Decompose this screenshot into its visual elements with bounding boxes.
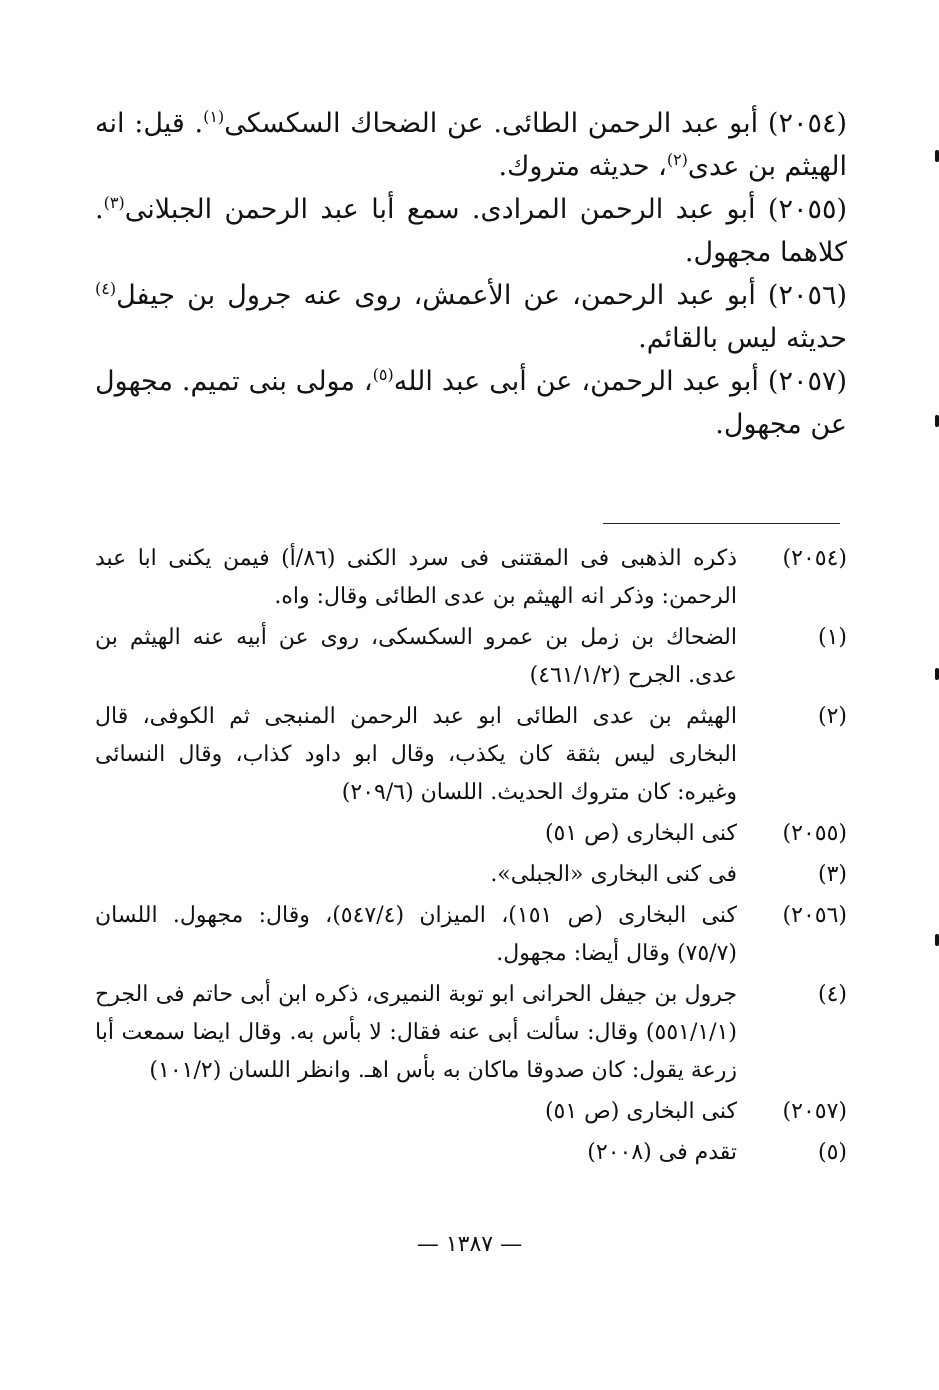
entry-text: أبو عبد الرحمن المرادى. سمع أبا عبد الرحمن الجبلانى xyxy=(124,194,768,225)
footnote-text: فى كنى البخارى «الجبلى». xyxy=(490,862,737,887)
footnote-text: تقدم فى (٢٠٠٨) xyxy=(587,1140,737,1165)
entry-number: (٢٠٥٧) xyxy=(767,366,847,397)
entry-text: حديثه ليس بالقائم. xyxy=(638,323,847,354)
entry-2055 xyxy=(95,188,847,274)
entry-text: أبو عبد الرحمن، عن أبى عبد الله xyxy=(393,366,768,397)
footnote-separator xyxy=(603,523,840,524)
footnote-text: الهيثم بن عدى الطائى ابو عبد الرحمن المنبجى ثم الكوفى، قال البخارى ليس بثقة كان يكذب، وقال ابو داود كذاب، وقال النسائى وغيره: كان متروك الحديث. اللسان (٢٠٩/٦) xyxy=(95,704,737,805)
footnote-number: (٢) xyxy=(817,704,847,729)
footnote-number: (١) xyxy=(817,625,847,650)
footnote-ref: (٣) xyxy=(103,193,125,212)
entry-text: أبو عبد الرحمن الطائى. عن الضحاك السكسكى xyxy=(224,108,768,139)
footnote-ref: (٤) xyxy=(95,279,117,298)
main-text xyxy=(95,102,847,446)
footnote-text: كنى البخارى (ص ١٥١)، الميزان (٥٤٧/٤)، وقال: مجهول. اللسان (٧٥/٧) وقال أيضا: مجهول. xyxy=(95,903,737,966)
footnote-text: كنى البخارى (ص ٥١) xyxy=(544,821,737,846)
entry-number: (٢٠٥٥) xyxy=(767,194,847,225)
footnote xyxy=(95,976,847,1090)
entry-text: ، حديثه متروك. xyxy=(498,151,667,182)
footnote xyxy=(95,1093,847,1131)
footnote-number: (٥) xyxy=(817,1140,847,1165)
footnote-ref: (١) xyxy=(203,107,225,126)
entry-2056 xyxy=(95,274,847,360)
footnote-number: (٢٠٥٦) xyxy=(782,903,847,928)
footnote-text: كنى البخارى (ص ٥١) xyxy=(544,1099,737,1124)
entry-2057 xyxy=(95,360,847,446)
entry-2054 xyxy=(95,102,847,188)
footnote-number: (٢٠٥٥) xyxy=(782,821,847,846)
footnote-number: (٢٠٥٧) xyxy=(782,1099,847,1124)
footnote-ref: (٥) xyxy=(372,365,394,384)
entry-text: أبو عبد الرحمن، عن الأعمش، روى عنه جرول بن جيفل xyxy=(116,280,768,311)
page-number: — ١٣٨٧ — xyxy=(416,1232,523,1257)
footnote-text: جرول بن جيفل الحرانى ابو توبة النميرى، ذكره ابن أبى حاتم فى الجرح (٥٥١/١/١) وقال: سألت أبى عنه فقال: لا بأس به. وقال ايضا سمعت أبا زرعة يقول: كان صدوقا ماكان به بأس اهـ. وانظر اللسان (١٠١/٢) xyxy=(95,982,737,1083)
footnote xyxy=(95,856,847,894)
entry-text: . قيل: انه الهيثم بن عدى xyxy=(95,108,847,182)
footnote xyxy=(95,1134,847,1172)
entry-text: ، مولى بنى تميم. مجهول عن مجهول. xyxy=(95,366,847,440)
scan-edge-mark xyxy=(935,150,939,162)
footnote xyxy=(95,897,847,973)
footnote-text: الضحاك بن زمل بن عمرو السكسكى، روى عن أبيه عنه الهيثم بن عدى. الجرح (٤٦١/١/٢) xyxy=(95,625,737,688)
footnote xyxy=(95,540,847,616)
scan-edge-mark xyxy=(935,415,939,427)
footnote xyxy=(95,815,847,853)
scan-edge-mark xyxy=(935,668,939,680)
footnote xyxy=(95,619,847,695)
footnote-ref: (٢) xyxy=(666,150,688,169)
footnote-text: ذكره الذهبى فى المقتنى فى سرد الكنى (٨٦/أ) فيمن يكنى ابا عبد الرحمن: وذكر انه الهيثم بن عدى الطائى وقال: واه. xyxy=(95,546,737,609)
scan-edge-mark xyxy=(935,934,939,946)
footnote-number: (٤) xyxy=(817,982,847,1007)
footnote-number: (٣) xyxy=(817,862,847,887)
entry-number: (٢٠٥٦) xyxy=(767,280,847,311)
footnotes xyxy=(95,540,847,1175)
entry-text: . كلاهما مجهول. xyxy=(95,194,847,268)
footnote xyxy=(95,698,847,812)
entry-number: (٢٠٥٤) xyxy=(767,108,847,139)
footnote-number: (٢٠٥٤) xyxy=(782,546,847,571)
